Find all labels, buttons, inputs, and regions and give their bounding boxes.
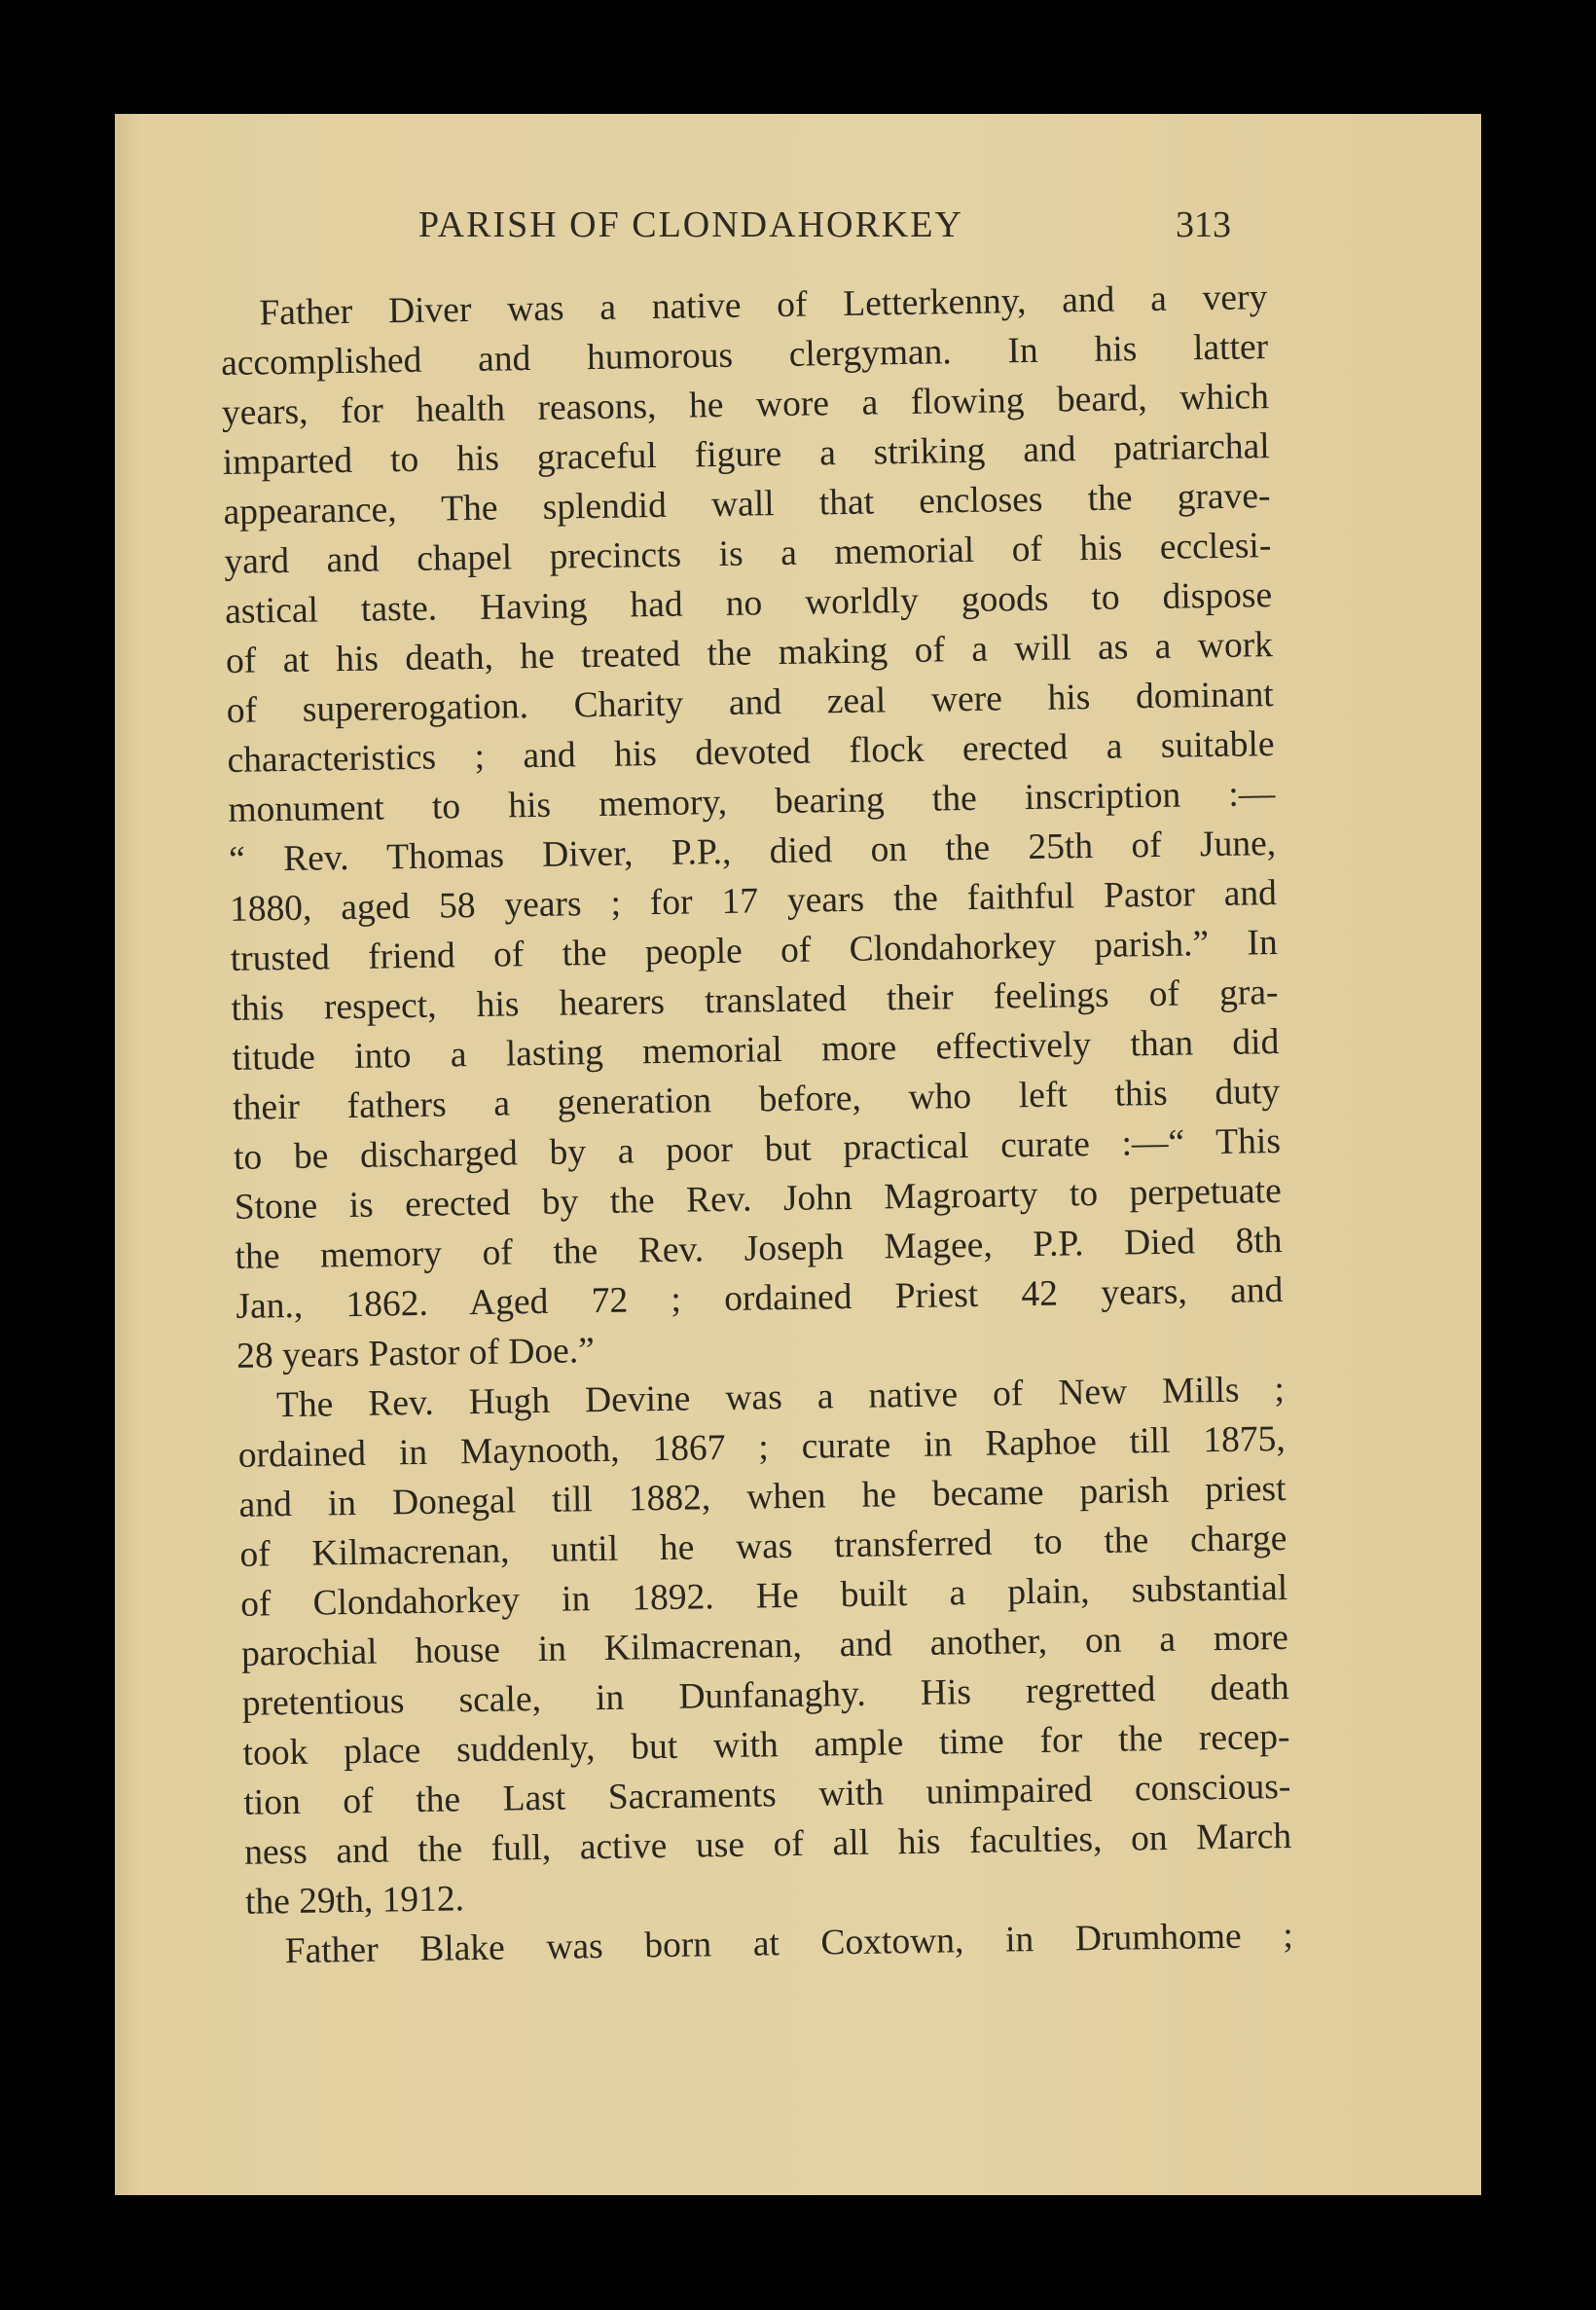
text-line: pretentious scale, in Dunfanaghy. His regretted death <box>241 1667 1290 1724</box>
text-line: and in Donegal till 1882, when he became parish priest <box>238 1468 1287 1525</box>
text-line: astical taste. Having had no worldly goods to dispose <box>224 575 1273 632</box>
paragraph-diver <box>220 273 1284 1381</box>
running-title: PARISH OF CLONDAHORKEY <box>418 204 963 245</box>
text-line: Father Diver was a native of Letterkenny, and a very <box>259 277 1268 334</box>
text-line: appearance, The splendid wall that encloses the grave- <box>223 476 1271 532</box>
text-line: the memory of the Rev. Joseph Magee, P.P. Died 8th <box>235 1220 1283 1277</box>
text-line: of Clondahorkey in 1892. He built a plain, substantial <box>239 1567 1288 1625</box>
page-number: 313 <box>1176 204 1231 245</box>
text-line: 28 years Pastor of Doe.” <box>236 1331 596 1376</box>
text-line: Stone is erected by the Rev. John Magroarty to perpetuate <box>234 1170 1283 1228</box>
paragraph-devine <box>237 1365 1293 1927</box>
text-line: took place suddenly, but with ample time for the recep- <box>242 1716 1290 1774</box>
text-line: yard and chapel precincts is a memorial of his ecclesi- <box>224 526 1272 582</box>
text-line: Father Blake was born at Coxtown, in Drumhome ; <box>284 1915 1294 1972</box>
text-line: tion of the Last Sacraments with unimpaired conscious- <box>243 1766 1291 1823</box>
text-line: 1880, aged 58 years ; for 17 years the faithful Pastor and <box>229 873 1278 930</box>
text-line: monument to his memory, bearing the inscription :— <box>228 774 1276 830</box>
text-line: Jan., 1862. Aged 72 ; ordained Priest 42 years, and <box>236 1269 1284 1327</box>
text-line: to be discharged by a poor but practical curate :—“ This <box>233 1120 1282 1178</box>
text-line: of supererogation. Charity and zeal were his dominant <box>226 675 1274 731</box>
text-line: the 29th, 1912. <box>244 1879 465 1923</box>
body-text <box>220 273 1293 1977</box>
text-line: imparted to his graceful figure a striking and patriarchal <box>222 426 1270 483</box>
text-line: parochial house in Kilmacrenan, and another, on a more <box>240 1617 1289 1674</box>
text-line: titude into a lasting memorial more effectively than did <box>232 1022 1280 1079</box>
page-header <box>115 203 1481 262</box>
text-line: trusted friend of the people of Clondahorkey parish.” In <box>230 923 1279 979</box>
text-line: The Rev. Hugh Devine was a native of New Mills ; <box>275 1369 1286 1426</box>
book-page <box>115 114 1481 2195</box>
text-line: characteristics ; and his devoted flock erected a suitable <box>227 724 1275 781</box>
text-line: years, for health reasons, he wore a flowing beard, which <box>221 377 1270 433</box>
text-line: of at his death, he treated the making of a will as a work <box>225 625 1274 681</box>
text-line: of Kilmacrenan, until he was transferred to the charge <box>239 1518 1288 1575</box>
text-line: ness and the full, active use of all his faculties, on March <box>243 1815 1292 1873</box>
text-line: ordained in Maynooth, 1867 ; curate in Raphoe till 1875, <box>237 1418 1287 1476</box>
text-line: “ Rev. Thomas Diver, P.P., died on the 25th of June, <box>228 824 1277 880</box>
text-line: accomplished and humorous clergyman. In his latter <box>220 327 1269 384</box>
text-line: their fathers a generation before, who left this duty <box>232 1071 1281 1128</box>
text-line: this respect, his hearers translated their feelings of gra- <box>231 972 1279 1029</box>
